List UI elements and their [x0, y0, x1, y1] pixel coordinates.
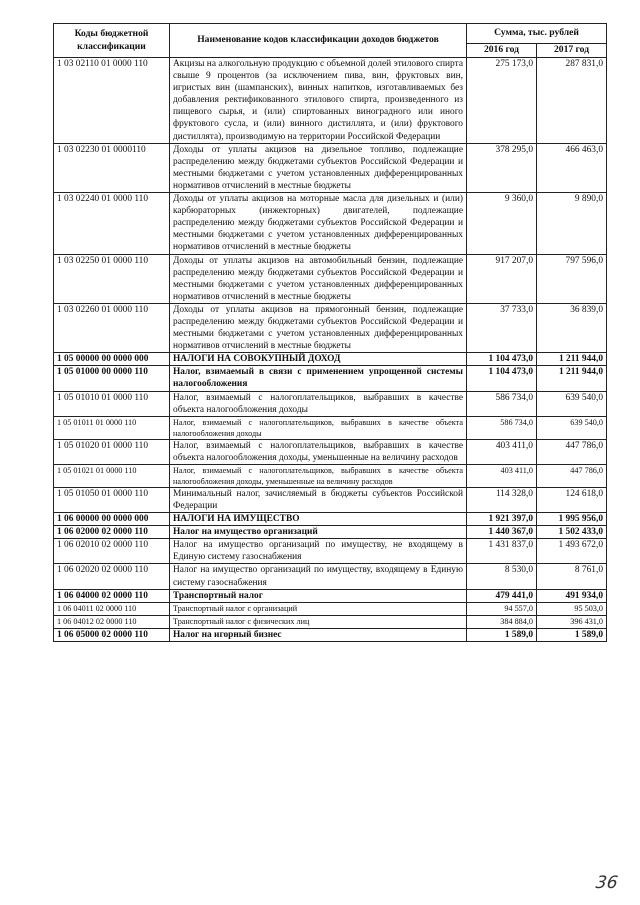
- row-value-2017: 447 786,0: [537, 439, 607, 464]
- row-code: 1 03 02110 01 0000 110: [54, 58, 170, 144]
- row-value-2017: 1 589,0: [537, 628, 607, 641]
- row-name: Налог на игорный бизнес: [170, 628, 467, 641]
- table-header: [54, 24, 607, 58]
- table-row: [54, 303, 607, 352]
- row-name: Доходы от уплаты акцизов на автомобильный бензин, подлежащие распределению между бюджетами субъектов Российской Федерации и местными бюджетами с учетом установленных дифференцированных нормативов отчислений в местные бюджеты: [170, 254, 467, 303]
- row-value-2017: 639 540,0: [537, 416, 607, 439]
- row-name: НАЛОГИ НА ИМУЩЕСТВО: [170, 513, 467, 526]
- row-name: Транспортный налог с физических лиц: [170, 615, 467, 628]
- table-row: [54, 143, 607, 192]
- row-code: 1 06 04011 02 0000 110: [54, 602, 170, 615]
- row-value-2017: 1 502 433,0: [537, 526, 607, 539]
- row-value-2016: 479 441,0: [467, 589, 537, 602]
- header-name: Наименование кодов классификации доходов бюджетов: [170, 24, 467, 58]
- table-row: [54, 193, 607, 254]
- header-code: Коды бюджетной классификации: [54, 24, 170, 58]
- row-name: Доходы от уплаты акцизов на прямогонный бензин, подлежащие распределению между бюджетами субъектов Российской Федерации и местными бюджетами с учетом установленных дифференцированных нормативов отчислений в местные бюджеты: [170, 303, 467, 352]
- table-row: [54, 58, 607, 144]
- row-value-2016: 1 104 473,0: [467, 366, 537, 391]
- table-row: [54, 615, 607, 628]
- table-row: [54, 602, 607, 615]
- row-code: 1 05 01000 00 0000 110: [54, 366, 170, 391]
- table-row: [54, 391, 607, 416]
- row-code: 1 06 04000 02 0000 110: [54, 589, 170, 602]
- table-row: [54, 416, 607, 439]
- row-code: 1 05 00000 00 0000 000: [54, 353, 170, 366]
- row-code: 1 05 01050 01 0000 110: [54, 487, 170, 512]
- row-name: Налог на имущество организаций по имуществу, не входящему в Единую систему газоснабжения: [170, 539, 467, 564]
- table-row: [54, 539, 607, 564]
- row-value-2016: 586 734,0: [467, 416, 537, 439]
- row-value-2016: 917 207,0: [467, 254, 537, 303]
- row-value-2016: 1 589,0: [467, 628, 537, 641]
- header-year-2017: 2017 год: [537, 44, 607, 58]
- row-value-2017: 1 211 944,0: [537, 366, 607, 391]
- row-value-2017: 491 934,0: [537, 589, 607, 602]
- row-name: Налог на имущество организаций по имуществу, входящему в Единую систему газоснабжения: [170, 564, 467, 589]
- row-code: 1 06 02000 02 0000 110: [54, 526, 170, 539]
- row-name: Доходы от уплаты акцизов на моторные масла для дизельных и (или) карбюраторных (инжекторных) двигателей, подлежащие распределению между бюджетами субъектов Российской Федерации и местными бюджетами с учетом установленных дифференцированных нормативов отчислений в местные бюджеты: [170, 193, 467, 254]
- row-value-2016: 9 360,0: [467, 193, 537, 254]
- page-number: 36: [594, 873, 620, 893]
- row-code: 1 06 00000 00 0000 000: [54, 513, 170, 526]
- row-name: Налог на имущество организаций: [170, 526, 467, 539]
- row-value-2016: 403 411,0: [467, 464, 537, 487]
- table-row: [54, 439, 607, 464]
- row-name: Транспортный налог: [170, 589, 467, 602]
- row-value-2017: 287 831,0: [537, 58, 607, 144]
- row-value-2016: 275 173,0: [467, 58, 537, 144]
- table-row: [54, 353, 607, 366]
- row-value-2016: 1 104 473,0: [467, 353, 537, 366]
- row-value-2017: 1 995 956,0: [537, 513, 607, 526]
- row-name: НАЛОГИ НА СОВОКУПНЫЙ ДОХОД: [170, 353, 467, 366]
- row-code: 1 06 02010 02 0000 110: [54, 539, 170, 564]
- row-name: Налог, взимаемый с налогоплательщиков, выбравших в качестве объекта налогообложения доходы: [170, 391, 467, 416]
- row-code: 1 03 02240 01 0000 110: [54, 193, 170, 254]
- row-value-2017: 639 540,0: [537, 391, 607, 416]
- header-year-2016: 2016 год: [467, 44, 537, 58]
- row-code: 1 03 02260 01 0000 110: [54, 303, 170, 352]
- row-value-2016: 94 557,0: [467, 602, 537, 615]
- row-code: 1 03 02250 01 0000 110: [54, 254, 170, 303]
- row-code: 1 05 01021 01 0000 110: [54, 464, 170, 487]
- row-value-2017: 396 431,0: [537, 615, 607, 628]
- row-value-2017: 1 211 944,0: [537, 353, 607, 366]
- row-value-2017: 124 618,0: [537, 487, 607, 512]
- row-value-2016: 384 884,0: [467, 615, 537, 628]
- table-row: [54, 589, 607, 602]
- table-row: [54, 487, 607, 512]
- row-name: Налог, взимаемый с налогоплательщиков, выбравших в качестве объекта налогообложения доходы, уменьшенные на величину расходов: [170, 439, 467, 464]
- row-name: Налог, взимаемый с налогоплательщиков, выбравших в качестве объекта налогообложения доходы: [170, 416, 467, 439]
- row-value-2016: 8 530,0: [467, 564, 537, 589]
- row-value-2016: 586 734,0: [467, 391, 537, 416]
- row-name: Транспортный налог с организаций: [170, 602, 467, 615]
- table-row: [54, 628, 607, 641]
- table-row: [54, 366, 607, 391]
- row-code: 1 06 04012 02 0000 110: [54, 615, 170, 628]
- row-name: Минимальный налог, зачисляемый в бюджеты субъектов Российской Федерации: [170, 487, 467, 512]
- row-code: 1 06 05000 02 0000 110: [54, 628, 170, 641]
- row-value-2017: 447 786,0: [537, 464, 607, 487]
- row-name: Доходы от уплаты акцизов на дизельное топливо, подлежащие распределению между бюджетами субъектов Российской Федерации и местными бюджетами с учетом установленных дифференцированных нормативов отчислений в местные бюджеты: [170, 143, 467, 192]
- row-value-2017: 36 839,0: [537, 303, 607, 352]
- row-value-2016: 37 733,0: [467, 303, 537, 352]
- row-code: 1 05 01011 01 0000 110: [54, 416, 170, 439]
- row-value-2016: 403 411,0: [467, 439, 537, 464]
- table-row: [54, 254, 607, 303]
- row-value-2017: 9 890,0: [537, 193, 607, 254]
- row-name: Налог, взимаемый в связи с применением упрощенной системы налогообложения: [170, 366, 467, 391]
- table-row: [54, 564, 607, 589]
- table-row: [54, 526, 607, 539]
- budget-revenue-table: [53, 23, 607, 642]
- row-value-2016: 1 431 837,0: [467, 539, 537, 564]
- table-row: [54, 464, 607, 487]
- table-row: [54, 513, 607, 526]
- row-name: Налог, взимаемый с налогоплательщиков, выбравших в качестве объекта налогообложения доходы, уменьшенные на величину расходов: [170, 464, 467, 487]
- row-code: 1 05 01010 01 0000 110: [54, 391, 170, 416]
- row-value-2017: 1 493 672,0: [537, 539, 607, 564]
- row-value-2017: 797 596,0: [537, 254, 607, 303]
- row-value-2016: 1 440 367,0: [467, 526, 537, 539]
- row-value-2016: 114 328,0: [467, 487, 537, 512]
- row-code: 1 06 02020 02 0000 110: [54, 564, 170, 589]
- row-code: 1 03 02230 01 0000110: [54, 143, 170, 192]
- header-sum: Сумма, тыс. рублей: [467, 24, 607, 44]
- table-body: [54, 58, 607, 642]
- row-code: 1 05 01020 01 0000 110: [54, 439, 170, 464]
- row-value-2017: 8 761,0: [537, 564, 607, 589]
- row-value-2016: 378 295,0: [467, 143, 537, 192]
- row-name: Акцизы на алкогольную продукцию с объемной долей этилового спирта свыше 9 процентов (за исключением пива, вин, фруктовых вин, игристых вин (шампанских), винных напитков, изготавливаемых без добавления ректификованного этилового спирта, произведенного из пищевого сырья, и (или) спиртованных виноградного или иного фруктового сусла, и (или) винного дистиллята, и (или) фруктового дистиллята), производимую на территории Российской Федерации: [170, 58, 467, 144]
- row-value-2017: 95 503,0: [537, 602, 607, 615]
- row-value-2016: 1 921 397,0: [467, 513, 537, 526]
- row-value-2017: 466 463,0: [537, 143, 607, 192]
